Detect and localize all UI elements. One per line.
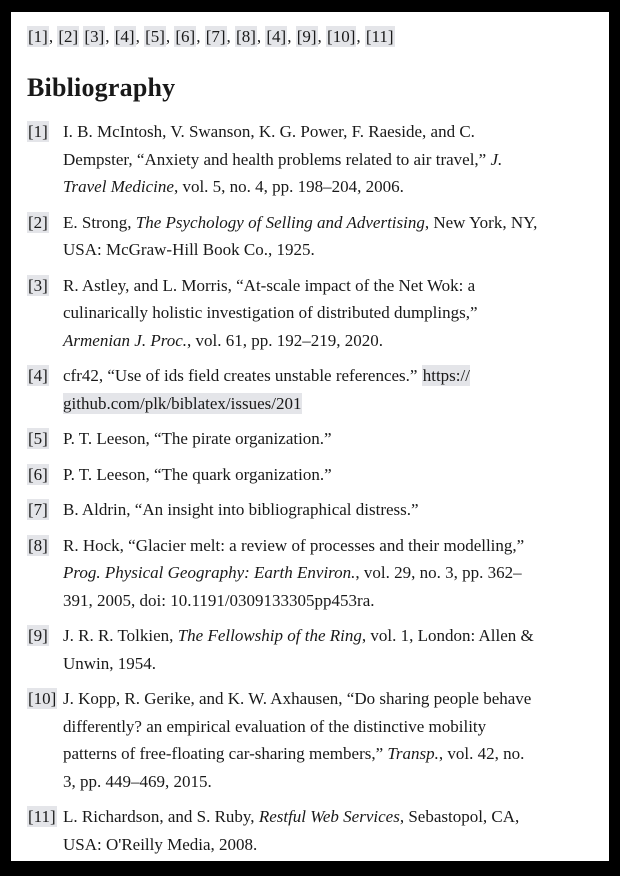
reference-text-segment: , vol. 5, no. 4, pp. 198–204, 2006. — [173, 177, 404, 196]
reference-item — [27, 209, 579, 264]
reference-text-segment: J. Kopp, R. Gerike, and K. W. Axhausen, “Do sharing people behave differently? an empirical evaluation of the distinctive mobility patterns of free-floating car-sharing members,” — [63, 689, 532, 763]
reference-text — [63, 622, 541, 677]
reference-item — [27, 496, 579, 524]
citation-link[interactable]: [2] — [58, 27, 79, 46]
reference-title-italic: Transp. — [387, 744, 439, 763]
reference-list — [27, 118, 579, 858]
citation-separator: , — [226, 27, 236, 46]
reference-title-italic: The Fellowship of the Ring — [177, 626, 362, 645]
reference-item — [27, 685, 579, 795]
reference-label-cell — [27, 685, 63, 713]
reference-text-segment: P. T. Leeson, “The pirate organization.” — [63, 429, 332, 448]
reference-text — [63, 425, 332, 453]
citation-separator: , — [356, 27, 365, 46]
reference-text — [63, 461, 332, 489]
reference-item — [27, 118, 579, 201]
reference-title-italic: The Psychology of Selling and Advertising — [135, 212, 425, 232]
reference-label[interactable]: [8] — [28, 535, 48, 555]
page-title: Bibliography — [27, 73, 176, 102]
citation-link[interactable]: [8] — [236, 27, 256, 46]
reference-item — [27, 622, 579, 677]
reference-text — [63, 209, 541, 264]
reference-text-segment: J. R. R. Tolkien, — [63, 626, 178, 645]
citation-link[interactable]: [10] — [327, 27, 356, 46]
reference-item — [27, 272, 579, 355]
reference-label-cell — [27, 118, 63, 146]
reference-label-cell — [27, 496, 63, 524]
citation-link[interactable]: [6] — [175, 27, 196, 46]
reference-text — [63, 272, 541, 355]
reference-text-segment: E. Strong, — [63, 212, 136, 232]
citation-link[interactable]: [1] — [28, 27, 48, 46]
citation-separator: , — [48, 27, 58, 46]
reference-text-segment: , Sebastopol, CA, USA: O'Reilly Media, 2008. — [63, 807, 520, 854]
reference-title-italic: Restful Web Services — [258, 807, 400, 826]
citation-link[interactable]: [7] — [205, 27, 226, 46]
reference-label[interactable]: [3] — [28, 275, 48, 295]
reference-text — [63, 362, 541, 417]
reference-label-cell — [27, 209, 63, 237]
reference-item — [27, 803, 579, 858]
reference-label[interactable]: [5] — [28, 429, 48, 448]
reference-label[interactable]: [6] — [28, 464, 48, 484]
reference-text-segment: , vol. 42, no. 3, pp. 449–469, 2015. — [63, 744, 525, 791]
citation-link[interactable]: [3] — [84, 27, 105, 46]
reference-text-segment: L. Richardson, and S. Ruby, — [63, 807, 259, 826]
reference-label-cell — [27, 425, 63, 453]
reference-label[interactable]: [2] — [28, 212, 48, 232]
reference-item — [27, 532, 579, 615]
citation-link[interactable]: [4] — [114, 27, 135, 46]
reference-text-segment: R. Astley, and L. Morris, “At-scale impact of the Net Wok: a culinarically holistic investigation of distributed dumplings,” — [63, 275, 478, 322]
reference-text-segment: cfr42, “Use of ids field creates unstable references.” — [63, 366, 422, 385]
reference-text — [63, 685, 541, 795]
citation-line — [27, 26, 579, 48]
reference-label-cell — [27, 272, 63, 300]
citation-separator: , — [135, 27, 145, 46]
reference-text — [63, 803, 541, 858]
reference-label[interactable]: [9] — [28, 626, 48, 645]
citation-separator: , — [287, 27, 296, 46]
reference-label-cell — [27, 803, 63, 831]
reference-label[interactable]: [7] — [28, 500, 48, 519]
reference-item — [27, 425, 579, 453]
bibliography-page — [11, 12, 609, 861]
reference-title-italic: Armenian J. Proc. — [63, 330, 188, 350]
citation-separator: , — [256, 27, 266, 46]
reference-label-cell — [27, 532, 63, 560]
citation-link[interactable]: [5] — [145, 27, 165, 46]
reference-text-segment: B. Aldrin, “An insight into bibliographical distress.” — [63, 500, 419, 519]
reference-text-segment: R. Hock, “Glacier melt: a review of processes and their modelling,” — [63, 535, 525, 555]
reference-label[interactable]: [1] — [28, 122, 48, 141]
reference-url-link[interactable]: https:/​/​github.com/​plk/​biblatex/​issues/​201 — [63, 366, 470, 413]
reference-label[interactable]: [11] — [28, 807, 56, 826]
reference-text-segment: , vol. 61, pp. 192–219, 2020. — [187, 330, 383, 350]
citation-separator: , — [317, 27, 327, 46]
citation-separator: , — [196, 27, 205, 46]
reference-text-segment: , New York, NY, USA: McGraw-Hill Book Co., 1925. — [63, 212, 538, 259]
reference-label-cell — [27, 362, 63, 390]
citation-separator: , — [105, 27, 114, 46]
reference-title-italic: J. Travel Medicine — [63, 149, 503, 196]
reference-label[interactable]: [4] — [28, 366, 48, 385]
reference-label-cell — [27, 622, 63, 650]
citation-link[interactable]: [11] — [365, 27, 394, 46]
reference-text — [63, 496, 419, 524]
reference-text-segment: , vol. 29, no. 3, pp. 362–391, 2005, doi: 10.1191/0309133305pp453ra. — [63, 563, 522, 610]
reference-text — [63, 532, 541, 615]
reference-label-cell — [27, 461, 63, 489]
reference-text-segment: P. T. Leeson, “The quark organization.” — [63, 464, 332, 484]
reference-text-segment: I. B. McIntosh, V. Swanson, K. G. Power, F. Raeside, and C. Dempster, “Anxiety and health problems related to air travel,” — [63, 122, 491, 169]
reference-item — [27, 362, 579, 417]
reference-title-italic: Prog. Physical Geography: Earth Environ. — [63, 563, 356, 582]
reference-item — [27, 461, 579, 489]
citation-separator: , — [165, 27, 175, 46]
reference-text-segment: , vol. 1, London: Allen & Unwin, 1954. — [63, 626, 534, 673]
citation-link[interactable]: [9] — [296, 27, 317, 46]
reference-text — [63, 118, 541, 201]
citation-link[interactable]: [4] — [266, 27, 287, 46]
reference-label[interactable]: [10] — [28, 689, 57, 708]
